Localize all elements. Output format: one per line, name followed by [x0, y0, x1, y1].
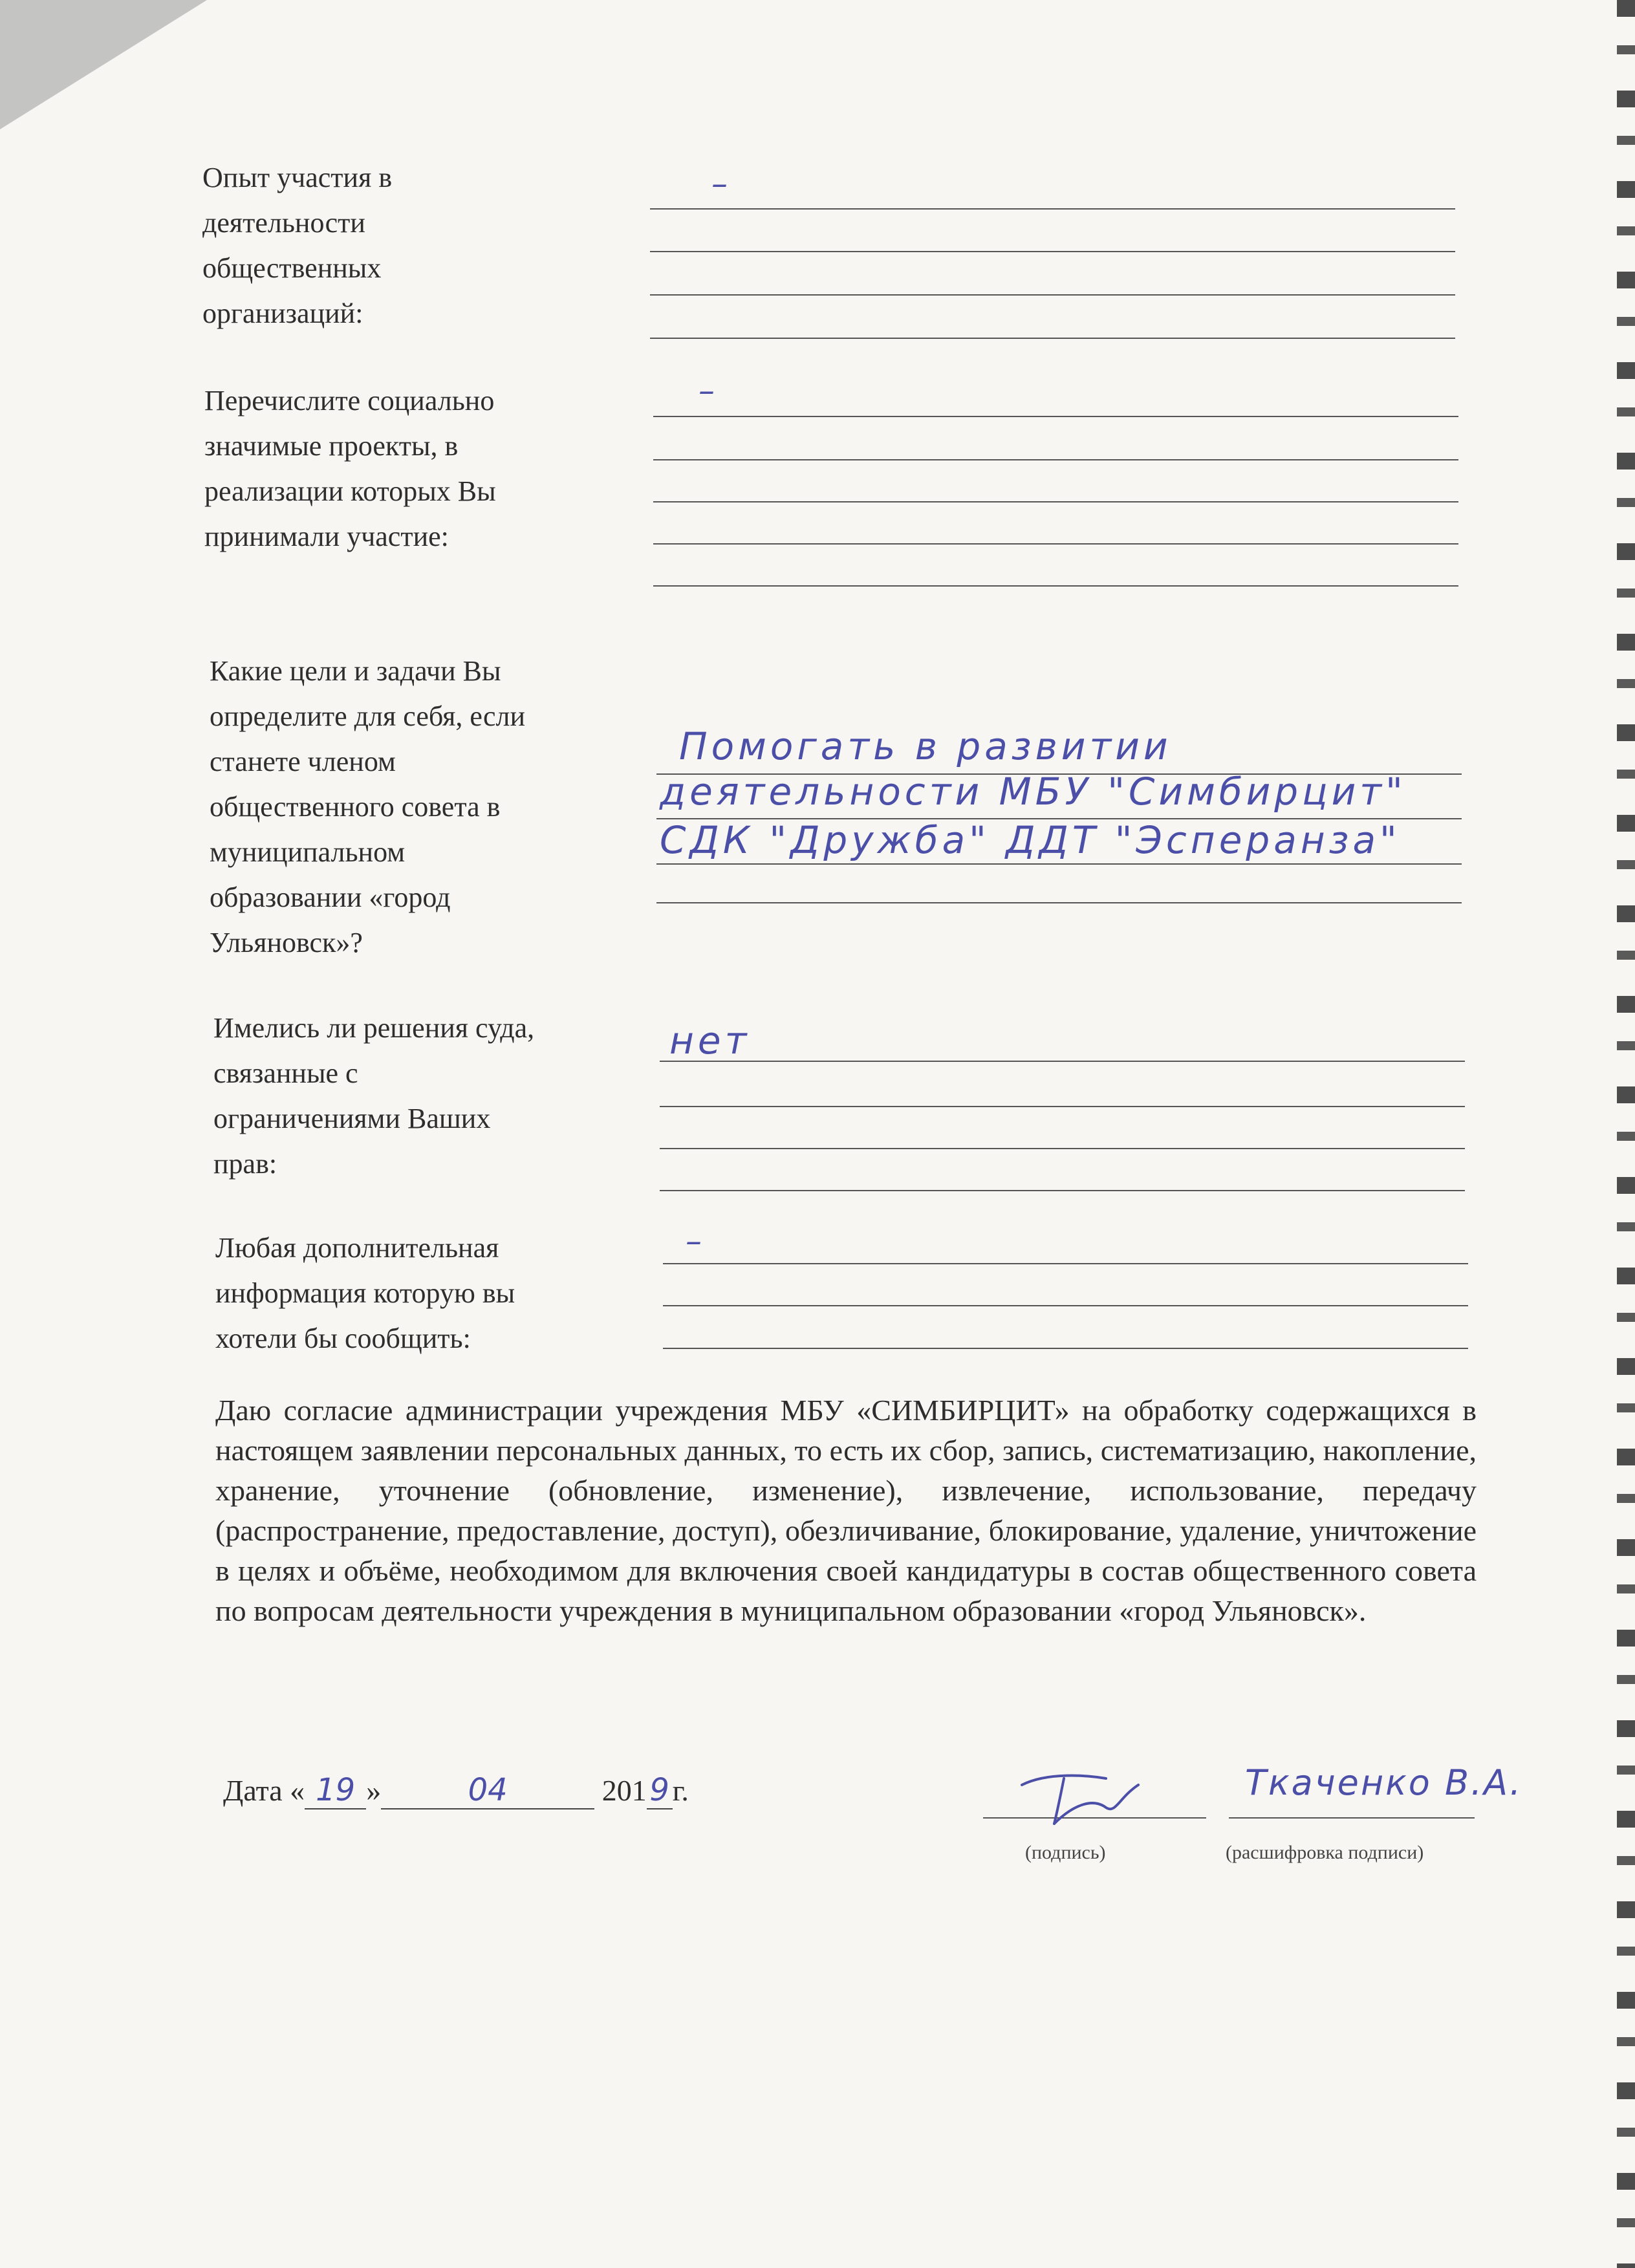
scan-edge-artifact: [1617, 0, 1635, 2268]
answer-additional: –: [686, 1222, 706, 1260]
consent-paragraph: Даю согласие администрации учреждения МБУ «СИМБИРЦИТ» на обработку содержащихся в настоящем заявлении персональных данных, то есть их сбор, запись, систематизацию, накопление, хранение, уточнение (обновление, изменение), извлечение, использование, передачу (распространение, предоставление, доступ), обезличивание, блокирование, удаление, уничтожение в целях и объёме, необходимом для включения своей кандидатуры в состав общественного совета по вопросам деятельности учреждения в муниципальном образовании «город Ульяновск».: [215, 1394, 1477, 1627]
answer-line: [653, 543, 1458, 545]
signature-decoding-caption: (расшифровка подписи): [1226, 1842, 1424, 1863]
question-label-court: Имелись ли решения суда, связанные с ограничениями Ваших прав:: [213, 1012, 535, 1180]
folded-corner: [0, 0, 207, 129]
answer-line: [653, 459, 1458, 460]
answer-projects: –: [698, 372, 719, 409]
answer-line: [660, 1061, 1465, 1062]
date-year-field: [647, 1772, 673, 1809]
answer-line: [650, 208, 1455, 210]
signature-decoding-line: [1229, 1817, 1475, 1819]
date-line: [223, 1772, 689, 1809]
answer-line: [650, 294, 1455, 296]
answer-line: [656, 863, 1462, 865]
answer-line: [660, 1106, 1465, 1107]
answer-line: [650, 338, 1455, 339]
date-day-field: [305, 1772, 366, 1809]
answer-line: [663, 1348, 1468, 1349]
answer-line: [660, 1148, 1465, 1149]
answer-line: [656, 818, 1462, 819]
date-month: 04: [468, 1772, 508, 1808]
question-label-additional: Любая дополнительная информация которую вы хотели бы сообщить:: [215, 1232, 515, 1354]
date-year-prefix: 201: [601, 1774, 647, 1807]
date-suffix: г.: [672, 1774, 689, 1807]
date-day: 19: [316, 1772, 356, 1808]
answer-line: [653, 416, 1458, 417]
signature-caption: (подпись): [1025, 1842, 1106, 1863]
question-label-goals: Какие цели и задачи Вы определите для себя, если станете членом общественного совета в муниципальном образовании «город Ульяновск»?: [210, 655, 526, 958]
answer-goals-line-1: Помогать в развитии: [679, 724, 1172, 768]
answer-court: нет: [669, 1019, 751, 1063]
answer-line: [653, 501, 1458, 502]
answer-line: [650, 251, 1455, 252]
answer-goals-line-2: деятельности МБУ "Симбирцит": [660, 770, 1407, 814]
answer-line: [656, 773, 1462, 775]
answer-line: [656, 902, 1462, 903]
answer-line: [663, 1263, 1468, 1264]
date-mid: »: [366, 1774, 382, 1807]
date-month-field: [381, 1772, 594, 1809]
question-label-experience: Опыт участия в деятельности общественных организаций:: [202, 162, 393, 329]
question-label-projects: Перечислите социально значимые проекты, в реализации которых Вы принимали участие:: [204, 385, 496, 552]
handwritten-signature: [1009, 1759, 1164, 1830]
signature-decoding: Ткаченко В.А.: [1245, 1762, 1523, 1803]
date-prefix: Дата «: [223, 1774, 305, 1807]
answer-line: [660, 1190, 1465, 1191]
answer-line: [663, 1305, 1468, 1306]
answer-experience: –: [711, 165, 731, 202]
date-year-digit: 9: [649, 1772, 669, 1808]
answer-goals-line-3: СДК "Дружба" ДДТ "Эсперанза": [660, 818, 1401, 862]
answer-line: [653, 585, 1458, 587]
